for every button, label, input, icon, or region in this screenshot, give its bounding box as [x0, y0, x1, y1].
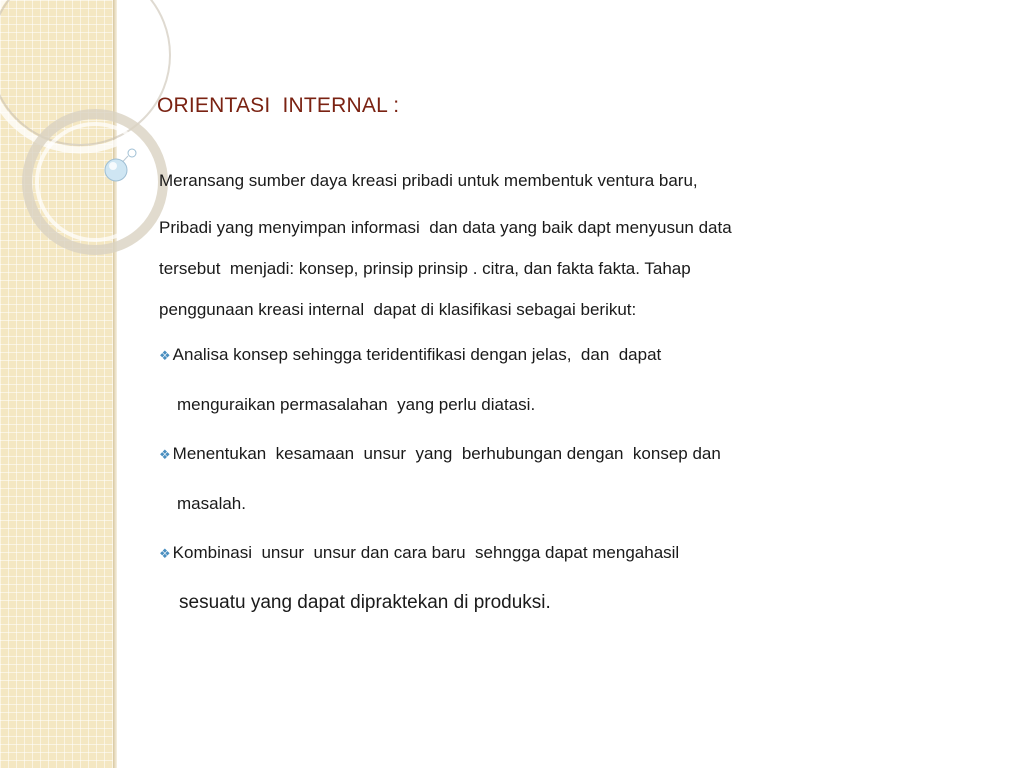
- bullet-1-line-2: menguraikan permasalahan yang perlu diatasi.: [177, 395, 536, 414]
- paragraph-line-2: tersebut menjadi: konsep, prinsip prinsip . citra, dan fakta fakta. Tahap: [159, 259, 691, 278]
- paragraph-line-1: Pribadi yang menyimpan informasi dan data yang baik dapt menyusun data: [159, 218, 732, 237]
- bullet-item-1: [159, 330, 979, 380]
- bullet-2-line-1: Menentukan kesamaan unsur yang berhubungan dengan konsep dan: [172, 444, 721, 463]
- bullet-3-line-2: sesuatu yang dapat dipraktekan di produksi.: [179, 592, 551, 613]
- intro-text: Meransang sumber daya kreasi pribadi untuk membentuk ventura baru,: [159, 171, 698, 190]
- bullet-3-line-1: Kombinasi unsur unsur dan cara baru sehngga dapat mengahasil: [172, 543, 680, 562]
- bullet-item-2: [159, 429, 979, 479]
- diamond-bullet-icon: ❖: [159, 348, 171, 363]
- slide-body: [159, 160, 979, 627]
- bullet-item-3: [159, 528, 979, 578]
- diamond-bullet-icon: ❖: [159, 447, 171, 462]
- bullet-2-line-2: masalah.: [177, 494, 246, 513]
- slide-title: ORIENTASI INTERNAL :: [157, 94, 400, 117]
- diamond-bullet-icon: ❖: [159, 546, 171, 561]
- decorative-circles: [0, 0, 180, 300]
- bullet-1-line-1: Analisa konsep sehingga teridentifikasi dengan jelas, dan dapat: [172, 345, 662, 364]
- paragraph-line-3: penggunaan kreasi internal dapat di klasifikasi sebagai berikut:: [159, 300, 637, 319]
